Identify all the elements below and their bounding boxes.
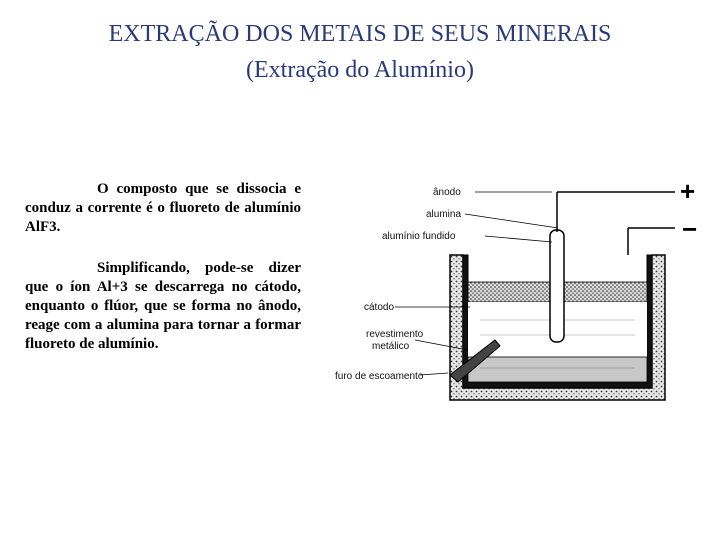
plus-sign: + <box>680 176 696 206</box>
paragraph-dissociation: O composto que se dissocia e conduz a corrente é o fluoreto de alumínio AlF3. <box>25 181 301 235</box>
label-lining-1: revestimento <box>366 329 424 340</box>
paragraph-simplification: Simplificando, pode-se dizer que o íon Al+3 se descarrega no cátodo, enquanto o flúor, que se forma no ânodo, reage com a alumina para tornar a formar fluoreto de alumínio. <box>25 260 301 352</box>
page-title: EXTRAÇÃO DOS METAIS DE SEUS MINERAIS <box>108 21 612 47</box>
label-lining-2: metálico <box>372 341 410 352</box>
label-drain-hole: furo de escoamento <box>335 371 424 382</box>
label-cathode: cátodo <box>364 302 395 313</box>
label-alumina: alumina <box>426 209 462 220</box>
page-subtitle: (Extração do Alumínio) <box>246 57 474 83</box>
label-molten-aluminum: alumínio fundido <box>382 231 456 242</box>
cathode-wire <box>628 228 675 255</box>
electrolysis-cell-diagram <box>330 170 705 420</box>
label-anode: ânodo <box>433 187 461 198</box>
minus-sign: − <box>682 214 698 244</box>
